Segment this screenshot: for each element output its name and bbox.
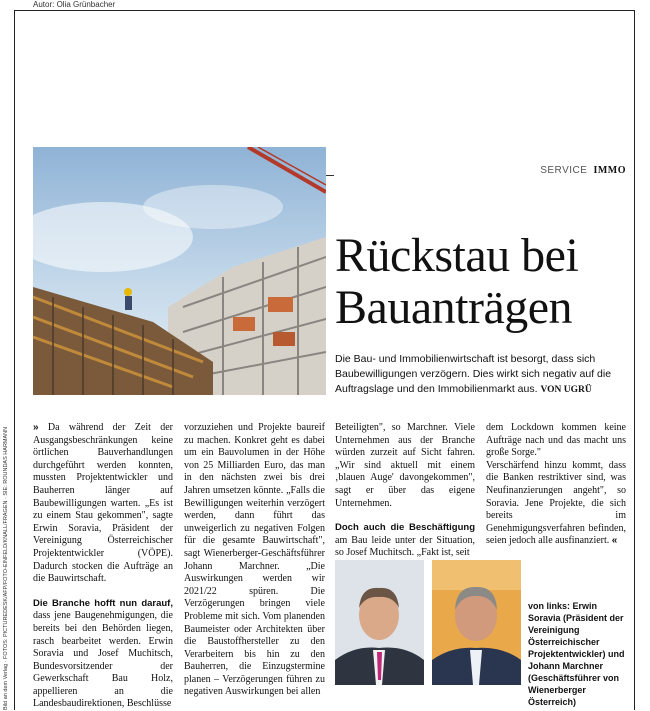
headline [335, 230, 625, 334]
lead-paragraph [335, 352, 625, 398]
portrait-soravia [335, 560, 424, 685]
start-marker: » [33, 422, 39, 433]
section-label [540, 165, 626, 176]
portrait-marchner [432, 560, 521, 685]
paragraph: » Da während der Zeit der Ausgangsbeschränkungen keine örtlichen Bauverhandlungen durchgeführt werden konnten, mussten Projektentwickler und Bauherren länger auf Baubewilligungen warten. „Es ist zu einem Stau gekommen", sagte Erwin Soravia, Präsident der Vereinigung Österreichischer Projektentwickler (VÖPE). Dadurch stocken die Aufträge an die Bauwirtschaft. [33, 422, 173, 585]
paragraph: Verschärfend hinzu kommt, dass die Banken restriktiver sind, was Neufinanzierungen angeht", so Soravia. Jene Projekte, die sich bereits im Genehmigungsverfahren befinden, seien jedoch alle ausfinanziert. « [486, 459, 626, 547]
author-strip: Autor: Olia Grünbacher [33, 0, 116, 9]
header-rule [326, 175, 334, 176]
paragraph: vorzuziehen und Projekte baureif zu machen. Konkret geht es dabei um ein Bauvolumen in der Höhe von 25 Milliarden Euro, das man in den nächsten zwei bis drei Jahren umsetzen könnte. „Falls die Bewilligungen weiterhin verzögert werden, dann führt das unweigerlich zu negativen Folgen für die gesamte Bauwirtschaft", sagt Wienerberger-Geschäftsführer Johann Marchner. „Die Auswirkungen werden wir 2021/22 spüren. Die Verzögerungen bringen viele Probleme mit sich. Vom planenden Baumeister oder Architekten über die Baustoffhersteller zu den Verarbeitern bis hin zu den Bauherren, die Einzugstermine planen – Verzögerungen führen zu negativen Auswirkungen bei allen [184, 422, 325, 698]
photo-credit: Bild an dem Verlag · FOTOS: PICTUREDESK/AFP/FOTO-EINFELD/KNALL/FRAGEN · SIE: ROUNDAS HARMANN [3, 426, 9, 710]
subheading: Doch auch die Beschäftigung [335, 522, 475, 534]
headline-line1: Rückstau bei [335, 229, 579, 282]
body-column-3 [335, 422, 475, 560]
lead-text: Die Bau- und Immobilienwirtschaft ist besorgt, dass sich Baubewilligungen verzögern. Dies wirkt sich negativ auf die Auftragslage und den Immobilienmarkt aus. [335, 353, 612, 395]
body-column-4 [486, 422, 626, 548]
end-marker: « [611, 535, 618, 547]
subheading: Die Branche hofft nun darauf, [33, 597, 173, 609]
author-byline: VON UGRÜ [540, 385, 592, 395]
section-immo: IMMO [593, 165, 626, 176]
paragraph: Beteiligten", so Marchner. Viele Unternehmen aus der Branche würden zurzeit auf Sicht fahren. „Wir sind aktuell mit einem ‚blauen Auge' davongekommen", sagt er über das eigene Unternehmen. [335, 422, 475, 509]
headline-line2: Bauanträgen [335, 281, 573, 334]
body-column-1 [33, 422, 173, 711]
paragraph: dem Lockdown kommen keine Aufträge nach und das macht uns große Sorge." [486, 422, 626, 459]
construction-site-photo [33, 147, 326, 395]
paragraph: Die Branche hofft nun darauf, dass jene Baugenehmigungen, die bereits bei den Behörden liegen, rasch bearbeitet werden. Erwin Soravia und Josef Muchitsch, Bundesvorsitzender der Gewerkschaft Bau Holz, appellieren an die Landesbaudirektionen, Beschlüsse [33, 597, 173, 710]
section-service: SERVICE [540, 165, 588, 176]
body-column-2 [184, 422, 325, 699]
photo-caption: von links: Erwin Soravia (Präsident der Vereinigung Österreichischer Projektentwickler) und Johann Marchner (Geschäftsführer von Wienerberger Österreich) [528, 601, 625, 707]
paragraph: Doch auch die Beschäftigung am Bau leide unter der Situation, so Josef Muchitsch. „Fakt ist, seit [335, 522, 475, 559]
